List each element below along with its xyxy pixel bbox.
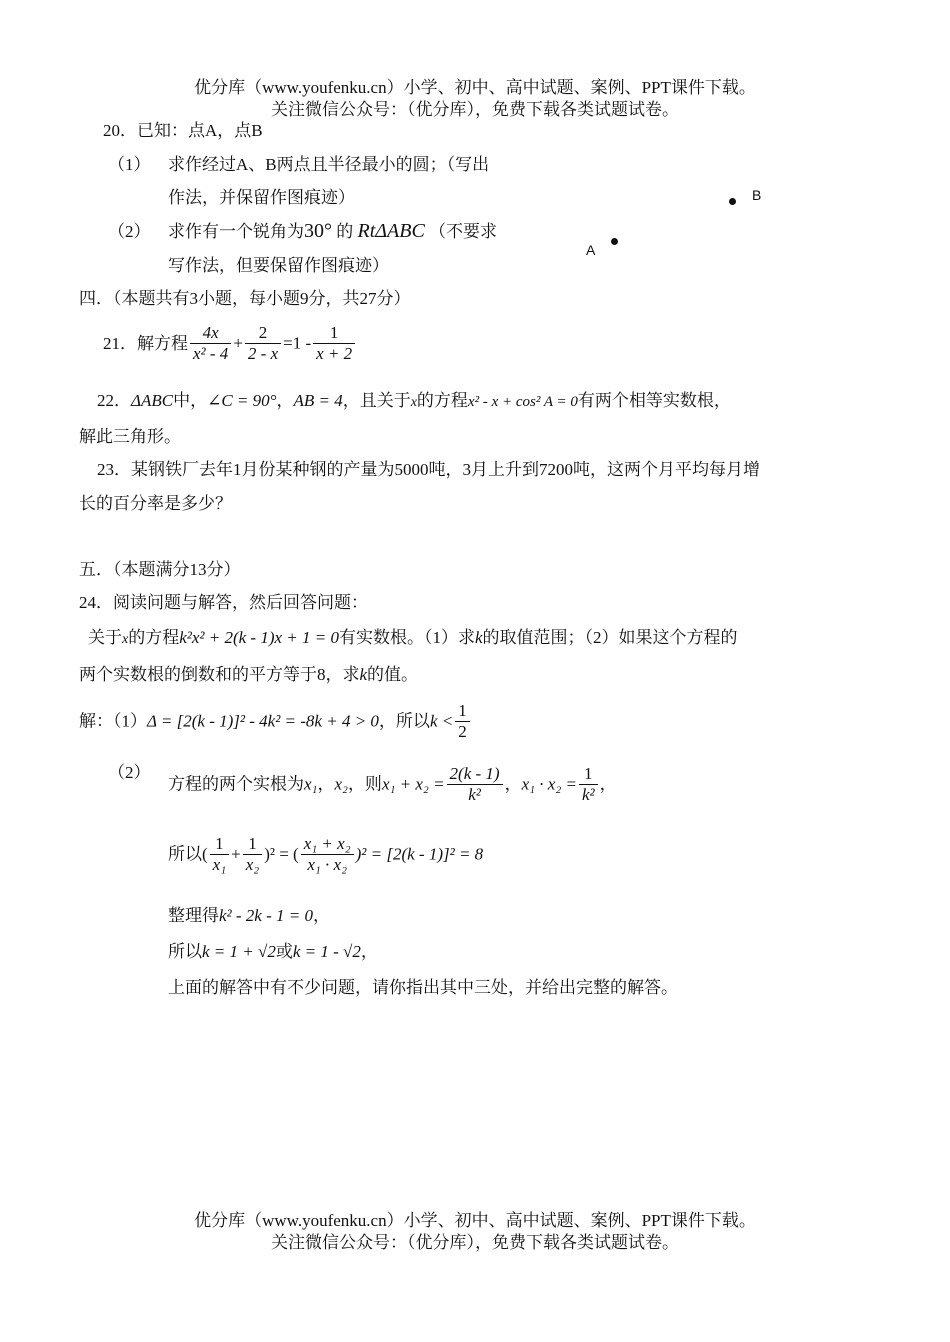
q21-fraction-3: [313, 323, 355, 363]
sol1-frac-num: 1: [455, 701, 470, 722]
q23-line1: 23．某钢铁厂去年1月份某种钢的产量为5000吨，3月上升到7200吨，这两个月平均每月增: [97, 460, 760, 479]
section-4-title: 四．（本题共有3小题，每小题9分，共27分）: [79, 289, 411, 308]
q24-l2-b: 的值。: [367, 665, 419, 684]
sol2-number: （2）: [108, 763, 151, 782]
section-5-title: 五．（本题满分13分）: [79, 560, 241, 579]
so-text-b: )² = (: [264, 844, 299, 864]
sol1-fraction: [455, 701, 470, 741]
footer-line-2: 关注微信公众号：（优分库），免费下载各类试题试卷。: [271, 1233, 679, 1252]
so-f3-den: x₁ · x₂: [307, 854, 347, 874]
q22-text-b: ，: [276, 391, 294, 410]
sol1-delta: Δ = [2(k - 1)]² - 4k² = -8k + 4 > 0: [147, 711, 379, 731]
q20-part1-number: （1）: [108, 155, 151, 174]
q22-triangle: ΔABC: [131, 391, 174, 410]
sol2-fraction-1: [447, 764, 503, 804]
q22-line1: [97, 392, 731, 410]
sol1-frac-den: 2: [458, 721, 467, 741]
sol1-text: ，所以: [378, 711, 430, 731]
res-text-a: 所以: [168, 942, 202, 961]
q22-equation: x² - x + cos² A = 0: [467, 394, 578, 410]
q24-l1-b: 的方程: [128, 628, 180, 647]
sol2-text-d: ，: [599, 774, 617, 794]
q24-l1-d: 的取值范围；（2）如果这个方程的: [482, 628, 738, 647]
q24-l1-x: x: [122, 632, 129, 647]
res-equation-2: k = 1 - √2: [292, 942, 361, 961]
sol2-fraction-2: [579, 764, 598, 804]
so-f3-num: x₁ + x₂: [301, 834, 354, 855]
so-fraction-2: [243, 834, 262, 874]
q21-f2-num: 2: [245, 323, 281, 344]
so-f1-num: 1: [210, 834, 229, 855]
q21-f2-den: 2 - x: [247, 343, 279, 363]
so-text-c: )² = [2(k - 1)]² = 8: [355, 844, 484, 864]
sol2-sep: ，: [317, 774, 335, 794]
so-fraction-3: [301, 834, 354, 874]
tidy-text-b: ，: [312, 906, 330, 925]
res-equation-1: k = 1 + √2: [202, 942, 276, 961]
sol2-text-c: ，: [504, 774, 522, 794]
q22-line2: 解此三角形。: [79, 427, 181, 446]
tidy-equation: k² - 2k - 1 = 0: [219, 906, 313, 925]
q22-ab: AB = 4: [293, 391, 343, 410]
header-line-1: 优分库（www.youfenku.cn）小学、初中、高中试题、案例、PPT课件下载。: [194, 78, 756, 97]
point-a-label: A: [586, 242, 596, 258]
solution-part2: [168, 764, 617, 804]
footer-line-1: 优分库（www.youfenku.cn）小学、初中、高中试题、案例、PPT课件下载。: [194, 1211, 756, 1230]
so-text-a: 所以(: [168, 844, 208, 864]
sol1-k: k <: [429, 711, 454, 731]
q22-var: x: [410, 395, 417, 410]
solution-tidy-line: [168, 907, 330, 924]
sol2-x2: x₂: [334, 774, 348, 794]
q24-line2: [79, 666, 418, 683]
so-f1-den: x₁: [212, 854, 227, 874]
q24-line1: [88, 629, 738, 647]
q20-part2-triangle: RtΔABC: [357, 220, 425, 242]
q22-text-d: 的方程: [416, 391, 468, 410]
q20-part1-line2: 作法，并保留作图痕迹）: [168, 188, 355, 207]
q20-part2-angle: 30°: [304, 220, 332, 242]
q22-text-a: 中，: [173, 391, 208, 410]
point-b-dot: [729, 198, 736, 205]
q24-final-instruction: 上面的解答中有不少问题，请你指出其中三处，并给出完整的解答。: [168, 978, 678, 997]
q20-part2-pre: 求作有一个锐角为: [168, 222, 304, 241]
sol2-sum: x₁ + x₂ =: [381, 774, 445, 794]
q22-text-c: ，且关于: [342, 391, 411, 410]
q21-fraction-1: [190, 323, 231, 363]
q20-stem: 20．已知：点A，点B: [103, 121, 263, 140]
solution-so-line: [168, 834, 483, 874]
q23-line2: 长的百分率是多少？: [79, 494, 232, 513]
q20-part2-line2: 写作法，但要保留作图痕迹）: [168, 256, 389, 275]
q21-fraction-2: [245, 323, 281, 363]
q20-part2-mid: 的: [332, 222, 358, 241]
q21-label: 21．解方程: [103, 333, 188, 353]
solution-result-line: [168, 943, 378, 960]
q21-f1-den: x² - 4: [193, 343, 229, 363]
q24-l1-a: 关于: [88, 628, 122, 647]
sol1-label: 解：（1）: [79, 711, 147, 731]
q21-f1-num: 4x: [190, 323, 231, 344]
tidy-text-a: 整理得: [168, 906, 219, 925]
q24-stem: 24．阅读问题与解答，然后回答问题：: [79, 593, 368, 612]
q20-part2-line1: [168, 221, 497, 241]
res-text-b: ，: [360, 942, 378, 961]
sol2-f1-den: k²: [468, 784, 481, 804]
q21-f3-num: 1: [313, 323, 355, 344]
header-line-2: 关注微信公众号：（优分库），免费下载各类试题试卷。: [271, 100, 679, 119]
q22-text-e: 有两个相等实数根，: [577, 391, 731, 410]
so-fraction-1: [210, 834, 229, 874]
q20-part2-post: （不要求: [424, 222, 498, 241]
q24-l1-c: 有实数根。（1）求: [339, 628, 475, 647]
sol2-product: x₁ · x₂ =: [521, 774, 577, 794]
sol2-f2-den: k²: [581, 784, 595, 804]
q22-number: 22．: [97, 391, 131, 410]
sol2-text-a: 方程的两个实根为: [168, 774, 304, 794]
so-f2-num: 1: [243, 834, 262, 855]
q21-equals: =1 -: [283, 333, 312, 353]
q20-part2-number: （2）: [108, 222, 151, 241]
q22-angle: ∠C = 90°: [207, 391, 277, 410]
q21-plus: +: [233, 333, 243, 353]
q24-l1-equation: k²x² + 2(k - 1)x + 1 = 0: [179, 628, 339, 647]
sol2-f2-num: 1: [579, 764, 598, 785]
q24-l1-k: k: [475, 628, 483, 647]
point-a-dot: [611, 238, 618, 245]
so-plus: +: [231, 844, 241, 864]
q21-f3-den: x + 2: [316, 343, 353, 363]
q24-l2-a: 两个实数根的倒数和的平方等于8，求: [79, 665, 360, 684]
so-f2-den: x₂: [245, 854, 260, 874]
point-b-label: B: [752, 187, 762, 203]
sol2-text-b: ，则: [347, 774, 382, 794]
sol2-f1-num: 2(k - 1): [447, 764, 503, 785]
res-or: 或: [275, 942, 293, 961]
q21-equation: [103, 323, 357, 363]
solution-part1: [79, 701, 472, 741]
sol2-x1: x₁: [304, 774, 318, 794]
q20-part1-line1: 求作经过A、B两点且半径最小的圆；（写出: [168, 155, 490, 174]
q24-l2-k: k: [359, 665, 368, 684]
